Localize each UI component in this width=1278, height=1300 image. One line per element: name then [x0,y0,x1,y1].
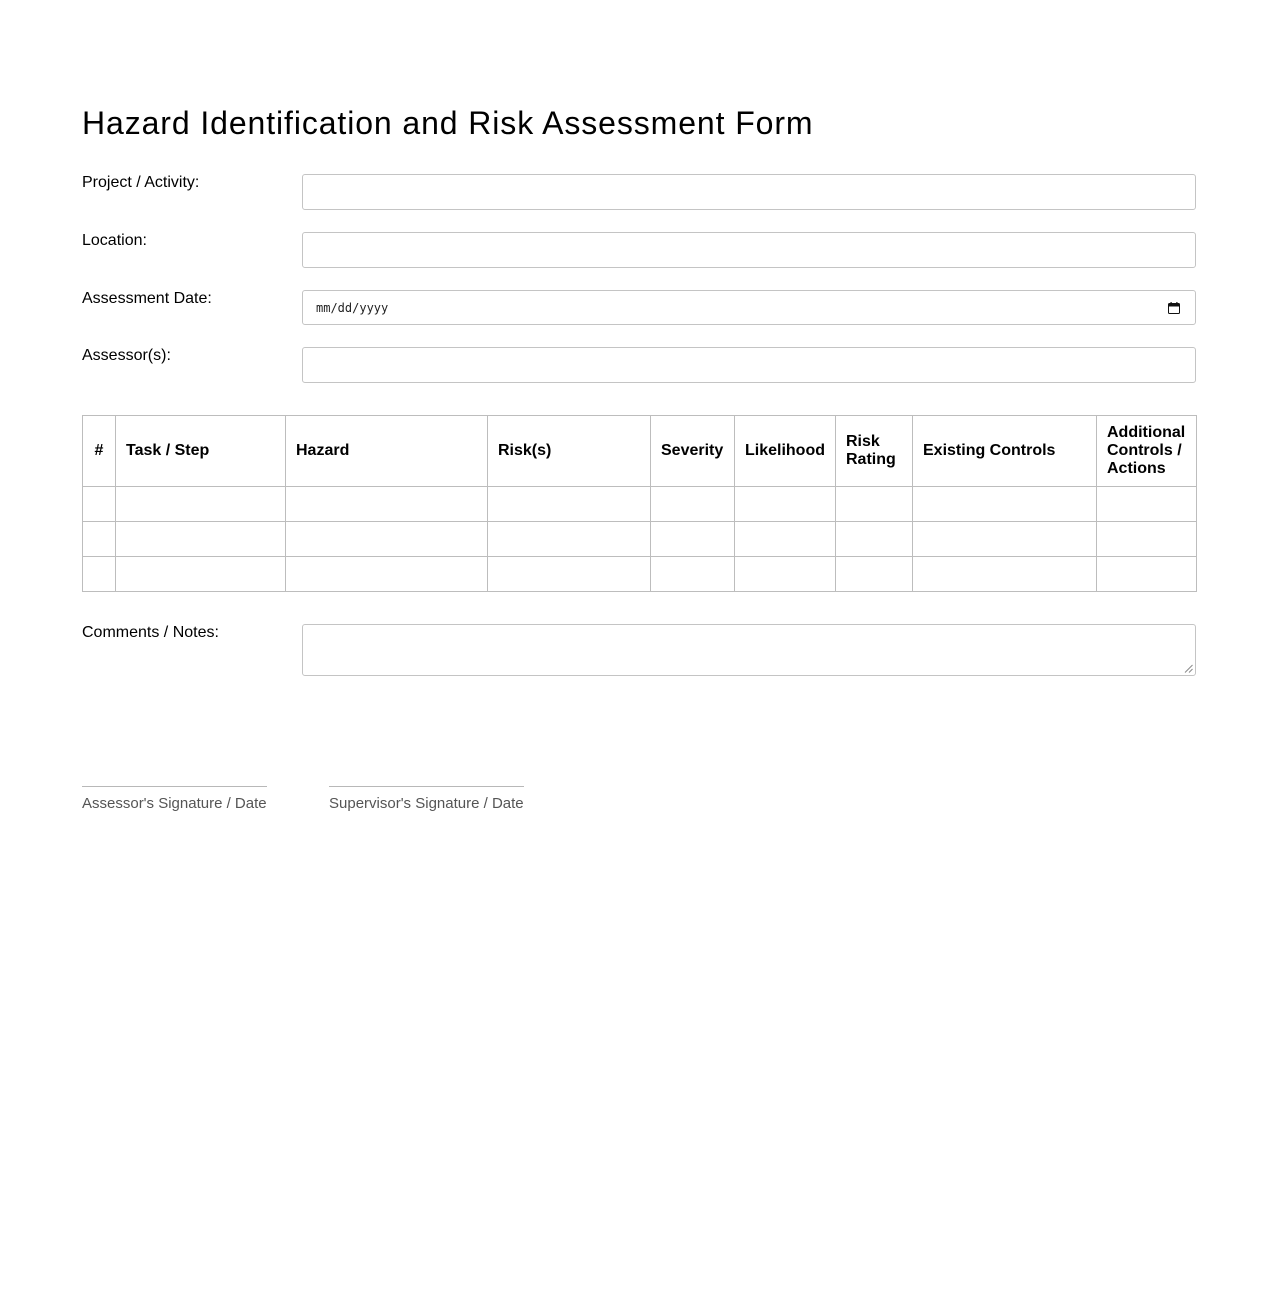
table-cell[interactable] [735,557,836,592]
assessment-date-input[interactable] [302,290,1196,325]
page-title: Hazard Identification and Risk Assessment Form [82,105,814,141]
table-cell[interactable] [836,557,913,592]
table-cell[interactable] [913,557,1097,592]
assessors-input[interactable] [302,347,1196,383]
comments-label: Comments / Notes: [82,624,219,641]
table-cell[interactable] [735,487,836,522]
table-cell[interactable] [83,487,116,522]
table-cell[interactable] [1097,522,1197,557]
table-row [83,522,1197,557]
table-cell[interactable] [488,487,651,522]
table-cell[interactable] [286,522,488,557]
table-cell[interactable] [83,522,116,557]
resize-grip-icon[interactable] [1184,664,1193,673]
project-label: Project / Activity: [82,174,200,191]
table-cell[interactable] [1097,487,1197,522]
table-cell[interactable] [488,522,651,557]
location-input[interactable] [302,232,1196,268]
assessors-label: Assessor(s): [82,347,171,364]
table-cell[interactable] [651,557,735,592]
column-header-risks: Risk(s) [488,416,651,487]
table-row [83,487,1197,522]
table-cell[interactable] [488,557,651,592]
table-cell[interactable] [836,522,913,557]
table-body [83,487,1197,592]
column-header-existing-controls: Existing Controls [913,416,1097,487]
table-cell[interactable] [116,522,286,557]
column-header-risk-rating: Risk Rating [836,416,913,487]
supervisor-signature-line: Supervisor's Signature / Date [329,786,524,813]
table-cell[interactable] [735,522,836,557]
table-cell[interactable] [286,557,488,592]
table-header [83,416,1197,487]
table-cell[interactable] [116,487,286,522]
table-cell[interactable] [651,487,735,522]
assessment-date-label: Assessment Date: [82,290,212,307]
column-header-hazard: Hazard [286,416,488,487]
table-cell[interactable] [913,522,1097,557]
column-header-task: Task / Step [116,416,286,487]
calendar-icon[interactable] [1168,302,1180,314]
risk-assessment-table [82,415,1197,592]
table-row [83,557,1197,592]
location-label: Location: [82,232,147,249]
table-cell[interactable] [116,557,286,592]
table-cell[interactable] [651,522,735,557]
column-header-number: # [83,416,116,487]
table-cell[interactable] [1097,557,1197,592]
comments-textarea[interactable] [302,624,1196,676]
table-cell[interactable] [836,487,913,522]
table-cell[interactable] [286,487,488,522]
table-cell[interactable] [913,487,1097,522]
assessment-date-placeholder: mm/dd/yyyy [316,301,389,315]
column-header-likelihood: Likelihood [735,416,836,487]
column-header-severity: Severity [651,416,735,487]
column-header-additional-controls: Additional Controls / Actions [1097,416,1197,487]
project-input[interactable] [302,174,1196,210]
table-cell[interactable] [83,557,116,592]
table-header-row [83,416,1197,487]
assessor-signature-line: Assessor's Signature / Date [82,786,267,813]
